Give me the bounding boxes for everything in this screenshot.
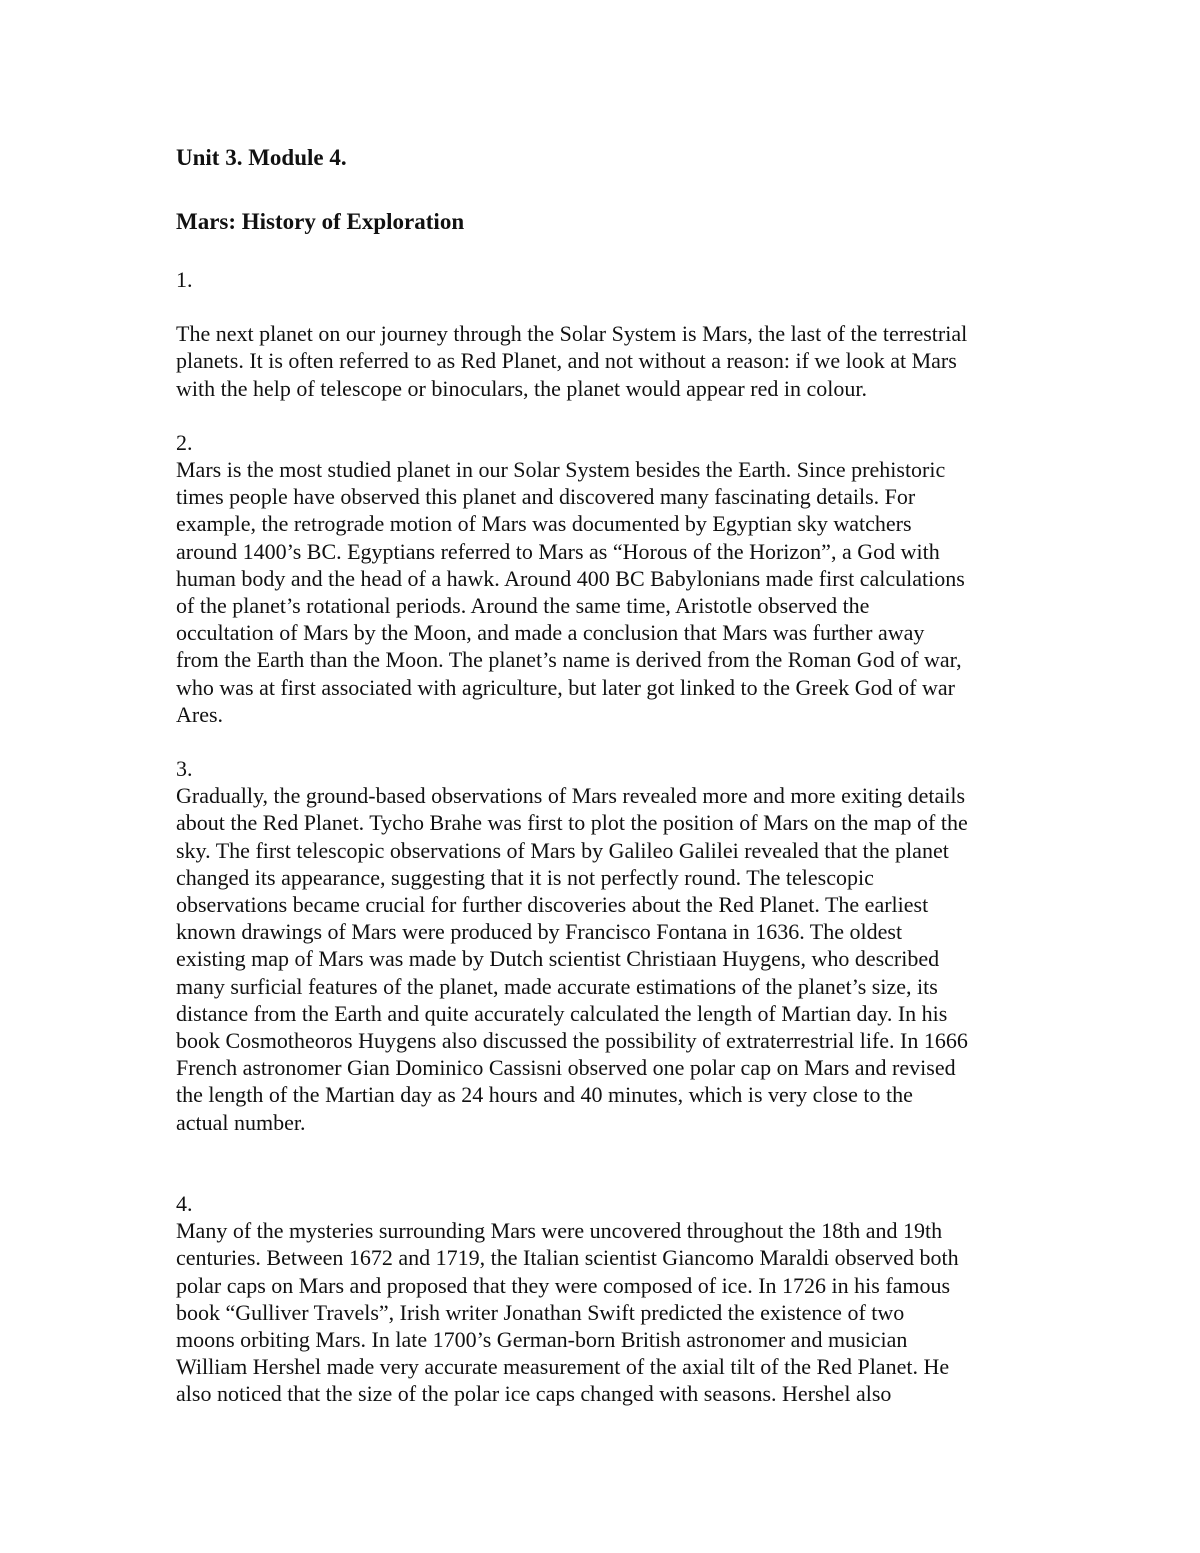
section-paragraph: Mars is the most studied planet in our Solar System besides the Earth. Since prehistoric times people have observed this planet and discovered many fascinating details. For example, the retrograde motion of Mars was documented by Egyptian sky watchers around 1400’s BC. Egyptians referred to Mars as “Horous of the Horizon”, a God with human body and the head of a hawk. Around 400 BC Babylonians made first calculations of the planet’s rotational periods. Around the same time, Aristotle observed the occultation of Mars by the Moon, and made a conclusion that Mars was further away from the Earth than the Moon. The planet’s name is derived from the Roman God of war, who was at first associated with agriculture, but later got linked to the Greek God of war Ares. (176, 457, 965, 727)
section-paragraph: Many of the mysteries surrounding Mars were uncovered throughout the 18th and 19th centuries. Between 1672 and 1719, the Italian scientist Giancomo Maraldi observed both polar caps on Mars and proposed that they were composed of ice. In 1726 in his famous book “Gulliver Travels”, Irish writer Jonathan Swift predicted the existence of two moons orbiting Mars. In late 1700’s German-born British astronomer and musician William Hershel made very accurate measurement of the axial tilt of the Red Planet. He also noticed that the size of the polar ice caps changed with seasons. Hershel also (176, 1218, 959, 1407)
unit-heading: Unit 3. Module 4. (176, 145, 347, 170)
document-body (176, 140, 1056, 1408)
section-1 (176, 266, 1056, 402)
section-number: 1. (176, 267, 193, 292)
section-paragraph: Gradually, the ground-based observations of Mars revealed more and more exiting details about the Red Planet. Tycho Brahe was first to plot the position of Mars on the map of the sky. The first telescopic observations of Mars by Galileo Galilei revealed that the planet changed its appearance, suggesting that it is not perfectly round. The telescopic observations became crucial for further discoveries about the Red Planet. The earliest known drawings of Mars were produced by Francisco Fontana in 1636. The oldest existing map of Mars was made by Dutch scientist Christiaan Huygens, who described many surficial features of the planet, made accurate estimations of the planet’s size, its distance from the Earth and quite accurately calculated the length of Martian day. In his book Cosmotheoros Huygens also discussed the possibility of extraterrestrial life. In 1666 French astronomer Gian Dominico Cassisni observed one polar cap on Mars and revised the length of the Martian day as 24 hours and 40 minutes, which is very close to the actual number. (176, 783, 968, 1135)
section-paragraph: The next planet on our journey through the Solar System is Mars, the last of the terrestrial planets. It is often referred to as Red Planet, and not without a reason: if we look at Mars with the help of telescope or binoculars, the planet would appear red in colour. (176, 321, 968, 401)
section-number: 2. (176, 429, 193, 455)
section-4 (176, 1190, 1056, 1408)
section-2 (176, 429, 1056, 728)
section-number: 3. (176, 756, 193, 782)
document-title: Mars: History of Exploration (176, 209, 465, 234)
section-3 (176, 755, 1056, 1136)
section-number: 4. (176, 1190, 193, 1216)
